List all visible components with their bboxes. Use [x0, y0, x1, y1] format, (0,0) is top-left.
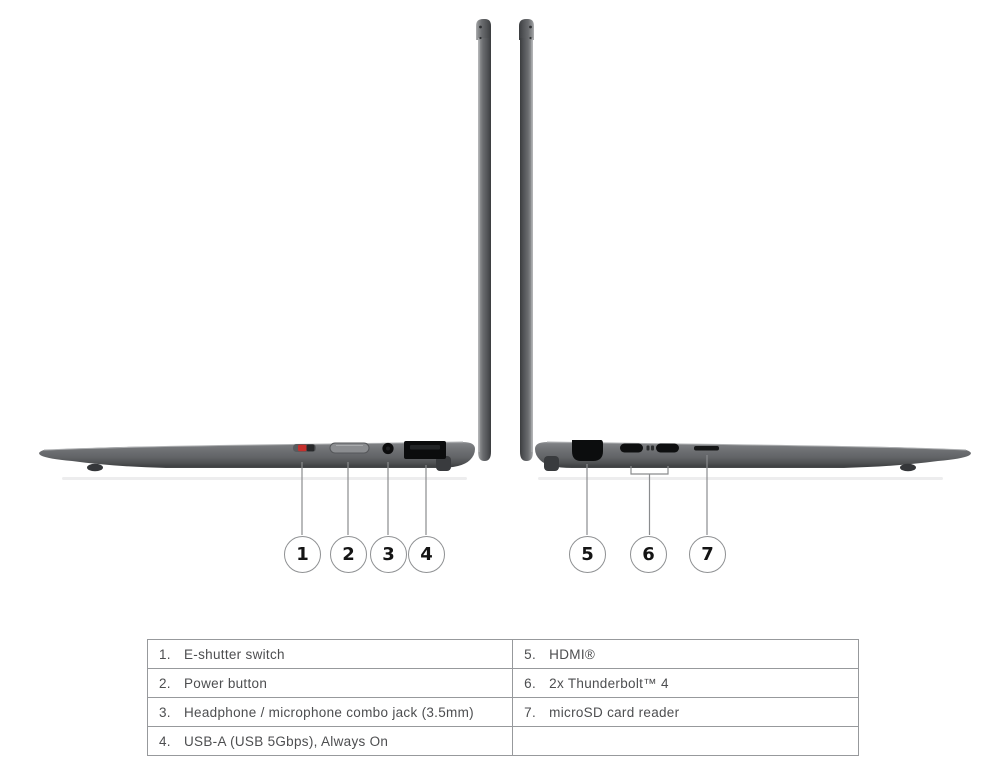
port-legend-table	[147, 639, 859, 756]
laptop-shadow-left	[62, 477, 467, 480]
legend-cell	[513, 698, 859, 727]
usb-a-port	[404, 441, 446, 459]
legend-label: USB-A (USB 5Gbps), Always On	[184, 733, 389, 749]
callout-2: 2	[330, 536, 367, 573]
screen-top-cap	[476, 19, 491, 40]
legend-number: 2.	[159, 675, 171, 691]
legend-label: microSD card reader	[549, 704, 680, 720]
legend-label: Power button	[184, 675, 268, 691]
legend-cell	[148, 727, 513, 756]
callout-7: 7	[689, 536, 726, 573]
power-button	[330, 443, 369, 453]
hdmi-port	[572, 440, 603, 461]
callout-6: 6	[630, 536, 667, 573]
usb-a-tongue	[410, 445, 440, 450]
legend-number: 7.	[524, 704, 537, 720]
thunderbolt-port-1	[620, 444, 643, 453]
microsd-card-slot	[694, 446, 719, 451]
rubber-foot	[544, 456, 559, 471]
laptop-figure-left-side-view	[519, 19, 971, 471]
legend-cell	[148, 640, 513, 669]
legend-cell	[148, 669, 513, 698]
legend-cell	[513, 640, 859, 669]
legend-number: 1.	[159, 646, 171, 662]
rubber-foot	[900, 464, 916, 472]
rubber-foot	[87, 464, 103, 472]
vent-detail	[647, 446, 650, 451]
legend-row	[148, 698, 859, 727]
legend-number: 5.	[524, 646, 537, 662]
legend-number: 3.	[159, 704, 171, 720]
legend-row	[148, 727, 859, 756]
legend-row	[148, 640, 859, 669]
screen-top-cap	[519, 19, 534, 40]
legend-label: HDMI®	[549, 646, 596, 662]
thunderbolt-port-2	[656, 444, 679, 453]
legend-label: 2x Thunderbolt™ 4	[549, 675, 669, 691]
callout-1: 1	[284, 536, 321, 573]
legend-row	[148, 669, 859, 698]
legend-label: Headphone / microphone combo jack (3.5mm)	[184, 704, 474, 720]
legend-cell	[513, 669, 859, 698]
legend-number: 4.	[159, 733, 171, 749]
e-shutter-switch-knob	[307, 445, 315, 451]
laptop-figure-right-side-view	[39, 19, 491, 471]
legend-label: E-shutter switch	[184, 646, 285, 662]
screen-panel-edge	[478, 38, 491, 461]
headphone-jack-pin	[386, 447, 390, 451]
vent-detail	[651, 446, 654, 451]
callout-4: 4	[408, 536, 445, 573]
callout-5: 5	[569, 536, 606, 573]
laptop-shadow-right	[538, 477, 943, 480]
legend-number: 6.	[524, 675, 537, 691]
screen-panel-edge	[520, 38, 533, 461]
legend-cell	[513, 727, 859, 756]
camera-dot-icon	[479, 26, 482, 29]
camera-dot-icon	[529, 37, 531, 39]
legend-cell	[148, 698, 513, 727]
e-shutter-switch	[298, 445, 307, 451]
leader-line-6-bracket	[631, 466, 668, 535]
camera-dot-icon	[529, 26, 532, 29]
callout-3: 3	[370, 536, 407, 573]
camera-dot-icon	[479, 37, 481, 39]
